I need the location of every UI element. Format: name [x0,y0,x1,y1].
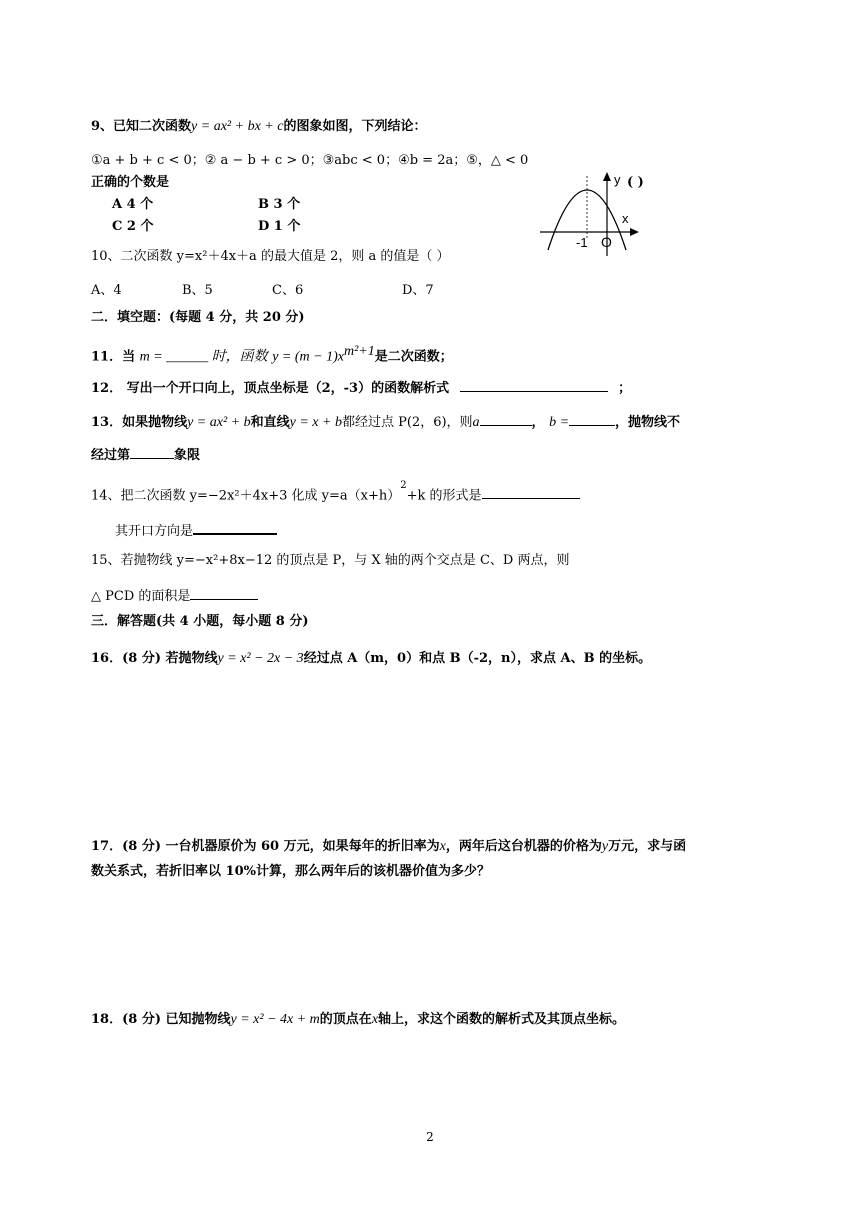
x-axis-arrow [630,228,639,236]
q9-equation: y = ax² + bx + c [191,119,284,134]
q14-blank-b [193,519,277,535]
x-label: x [622,211,629,226]
q13-g: ， [531,415,545,430]
q14-blank-a [482,484,580,499]
q13-blank-c [130,444,174,459]
q9-line1 [91,118,426,136]
q17-line2: 数关系式，若折旧率以 10%计算，那么两年后的该机器价值为多少？ [91,864,490,879]
q11-d: 是二次函数； [374,349,453,365]
q16-line [91,650,651,668]
q18-b: 的顶点在 [319,1012,372,1027]
q13-blank-a [480,411,532,426]
q16-a: 16．(8 分) 若抛物线 [91,651,218,666]
q15-b: △ PCD 的面积是 [91,589,191,604]
section-fill-in: 二．填空题：(每题 4 分，共 20 分) [91,310,305,325]
q14-a: 14、把二次函数 y=−2x²＋4x+3 化成 y=a（x+h） [91,488,401,504]
q17-y: y [601,839,609,854]
q11-c: y = (m − 1)x [272,349,344,365]
q13-line2 [91,444,200,465]
q10-text: 10、二次函数 y=x²＋4x＋a 的最大值是 2，则 a 的值是（ ） [91,249,450,264]
q12-blank [460,377,608,392]
section-solutions: 三．解答题(共 4 小题，每小题 8 分) [91,614,309,629]
q12-end: ； [618,381,632,396]
q11-a: 11．当 [91,349,136,365]
y-axis-arrow [603,172,611,181]
q14-line1 [91,480,580,505]
q9-option-c: C 2 个 [112,219,154,234]
q13-a: 13．如果抛物线 [91,415,188,430]
q18-c: 轴上，求这个函数的解析式及其顶点坐标。 [378,1012,626,1027]
q18-a: 18．(8 分) 已知抛物线 [91,1012,231,1027]
q14-line2: 其开口方向是 [115,524,194,539]
q14-exp: 2 [400,480,407,491]
q12-line [91,377,631,398]
q13-e: 都经过点 P(2，6)，则 [341,415,473,430]
q16-eq: y = x² − 2x − 3 [217,651,304,666]
q15-line1: 15、若抛物线 y=−x²+8x−12 的顶点是 P，与 X 轴的两个交点是 C、D 两点，则 [91,553,570,568]
q13-line2a: 经过第 [91,448,131,463]
q13-b: y = ax² + b [187,415,251,430]
q13-d: y = x + b [289,415,342,430]
q13-i: ，抛物线不 [615,415,681,430]
q9-prefix: 9、已知二次函数 [91,119,192,134]
q10-option-c: C、6 [272,283,304,298]
q13-h: b = [549,415,570,430]
q11-exp: m²+1 [343,344,375,359]
q15-line2 [91,585,258,606]
q9-suffix: 的图象如图，下列结论： [283,119,427,134]
q15-blank [190,585,258,600]
q13-line1 [91,411,680,432]
q18-line [91,1011,625,1029]
q12-text: 12． 写出一个开口向上，顶点坐标是（2，-3）的函数解析式 [91,381,450,396]
q14-line2 [115,519,277,541]
q9-answer-blank: ( ) [627,175,644,190]
page-number: 2 [426,1130,434,1144]
q14-b: +k 的形式是 [406,488,482,504]
q10-option-a: A、4 [91,283,122,298]
q9-option-d: D 1 个 [258,219,301,234]
q11-line [91,343,453,366]
q17-b: ，两年后这台机器的价格为 [445,839,602,854]
q13-line2b: 象限 [174,448,201,463]
origin-label: O [601,234,612,250]
tick-label: -1 [576,235,588,250]
q9-option-a: A 4 个 [112,197,154,212]
q17-a: 17．(8 分) 一台机器原价为 60 万元，如果每年的折旧率为 [91,839,440,854]
q10-option-d: D、7 [402,283,434,298]
y-label: y [614,172,621,187]
q13-c: 和直线 [250,415,290,430]
q9-option-b: B 3 个 [258,197,301,212]
q13-f: a [472,415,480,430]
q17-x: x [439,839,446,854]
q17-line1 [91,838,686,856]
q11-b: m = ______ 时，函数 [139,349,268,365]
q13-blank-b [569,411,615,426]
q18-x: x [371,1012,379,1027]
q17-c: 万元，求与函 [608,839,687,854]
q10-option-b: B、5 [182,283,213,298]
q9-conditions: ①a + b + c < 0；② a − b + c > 0；③abc < 0；④b = 2a；⑤，△ < 0 [91,153,529,168]
q9-question: 正确的个数是 [91,175,170,190]
q18-eq: y = x² − 4x + m [230,1012,320,1027]
q16-b: 经过点 A（m，0）和点 B（-2，n），求点 A、B 的坐标。 [303,651,652,666]
q9-parabola-graph [540,170,640,256]
